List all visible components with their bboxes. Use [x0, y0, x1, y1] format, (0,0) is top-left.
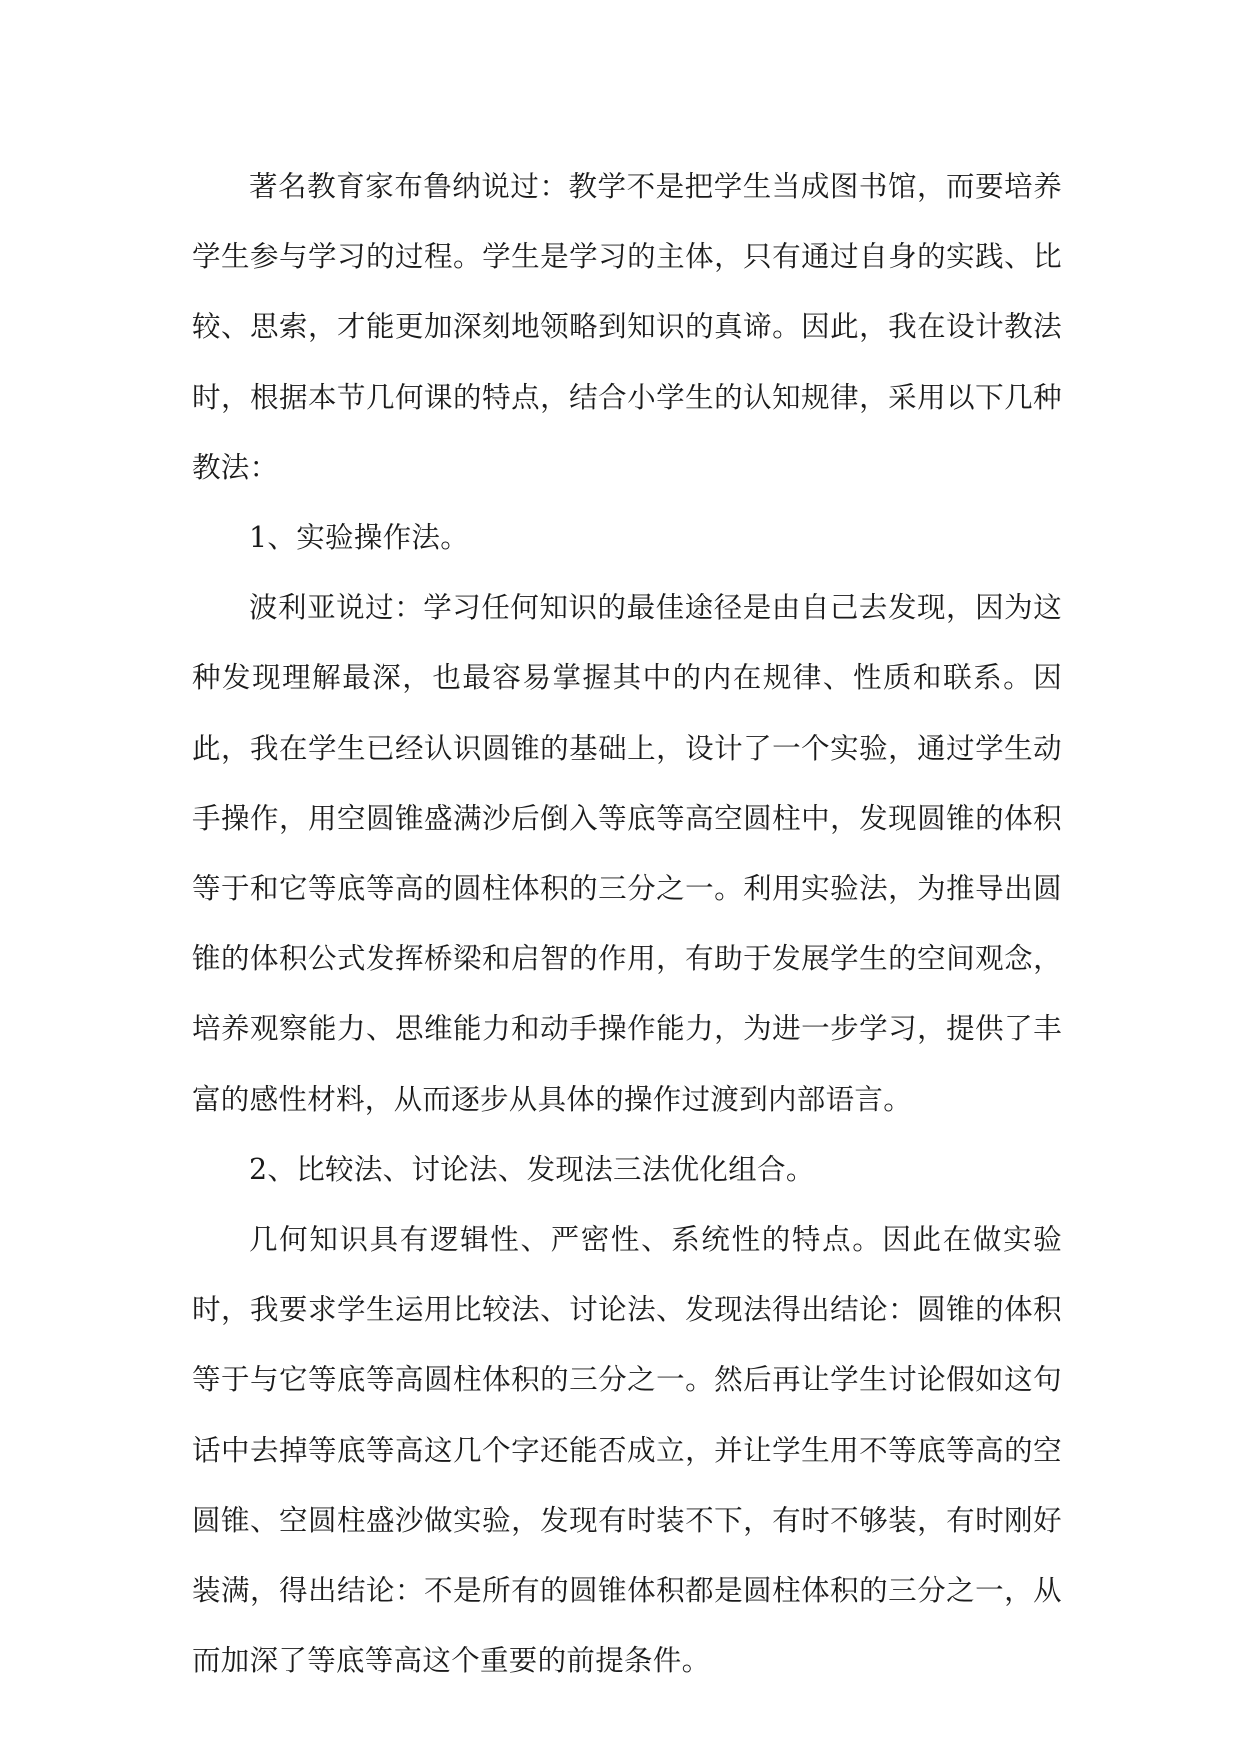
heading-method-1: 1、实验操作法。	[249, 521, 470, 555]
paragraph-method-2: 几何知识具有逻辑性、严密性、系统性的特点。因此在做实验时，我要求学生运用比较法、讨论法、发现法得出结论：圆锥的体积等于与它等底等高圆柱体积的三分之一。然后再让学生讨论假如这句话中去掉等底等高这几个字还能否成立，并让学生用不等底等高的空圆锥、空圆柱盛沙做实验，发现有时装不下，有时不够装，有时刚好装满，得出结论：不是所有的圆锥体积都是圆柱体积的三分之一，从而加深了等底等高这个重要的前提条件。	[192, 1223, 1062, 1678]
paragraph-intro: 著名教育家布鲁纳说过：教学不是把学生当成图书馆，而要培养学生参与学习的过程。学生是学习的主体，只有通过自身的实践、比较、思索，才能更加深刻地领略到知识的真谛。因此，我在设计教法时，根据本节几何课的特点，结合小学生的认知规律，采用以下几种教法：	[192, 170, 1062, 484]
document-body	[192, 152, 1062, 1696]
paragraph-method-1: 波利亚说过：学习任何知识的最佳途径是由自己去发现，因为这种发现理解最深，也最容易掌握其中的内在规律、性质和联系。因此，我在学生已经认识圆锥的基础上，设计了一个实验，通过学生动手操作，用空圆锥盛满沙后倒入等底等高空圆柱中，发现圆锥的体积等于和它等底等高的圆柱体积的三分之一。利用实验法，为推导出圆锥的体积公式发挥桥梁和启智的作用，有助于发展学生的空间观念，培养观察能力、思维能力和动手操作能力，为进一步学习，提供了丰富的感性材料，从而逐步从具体的操作过渡到内部语言。	[192, 591, 1062, 1116]
heading-method-2: 2、比较法、讨论法、发现法三法优化组合。	[249, 1152, 815, 1186]
